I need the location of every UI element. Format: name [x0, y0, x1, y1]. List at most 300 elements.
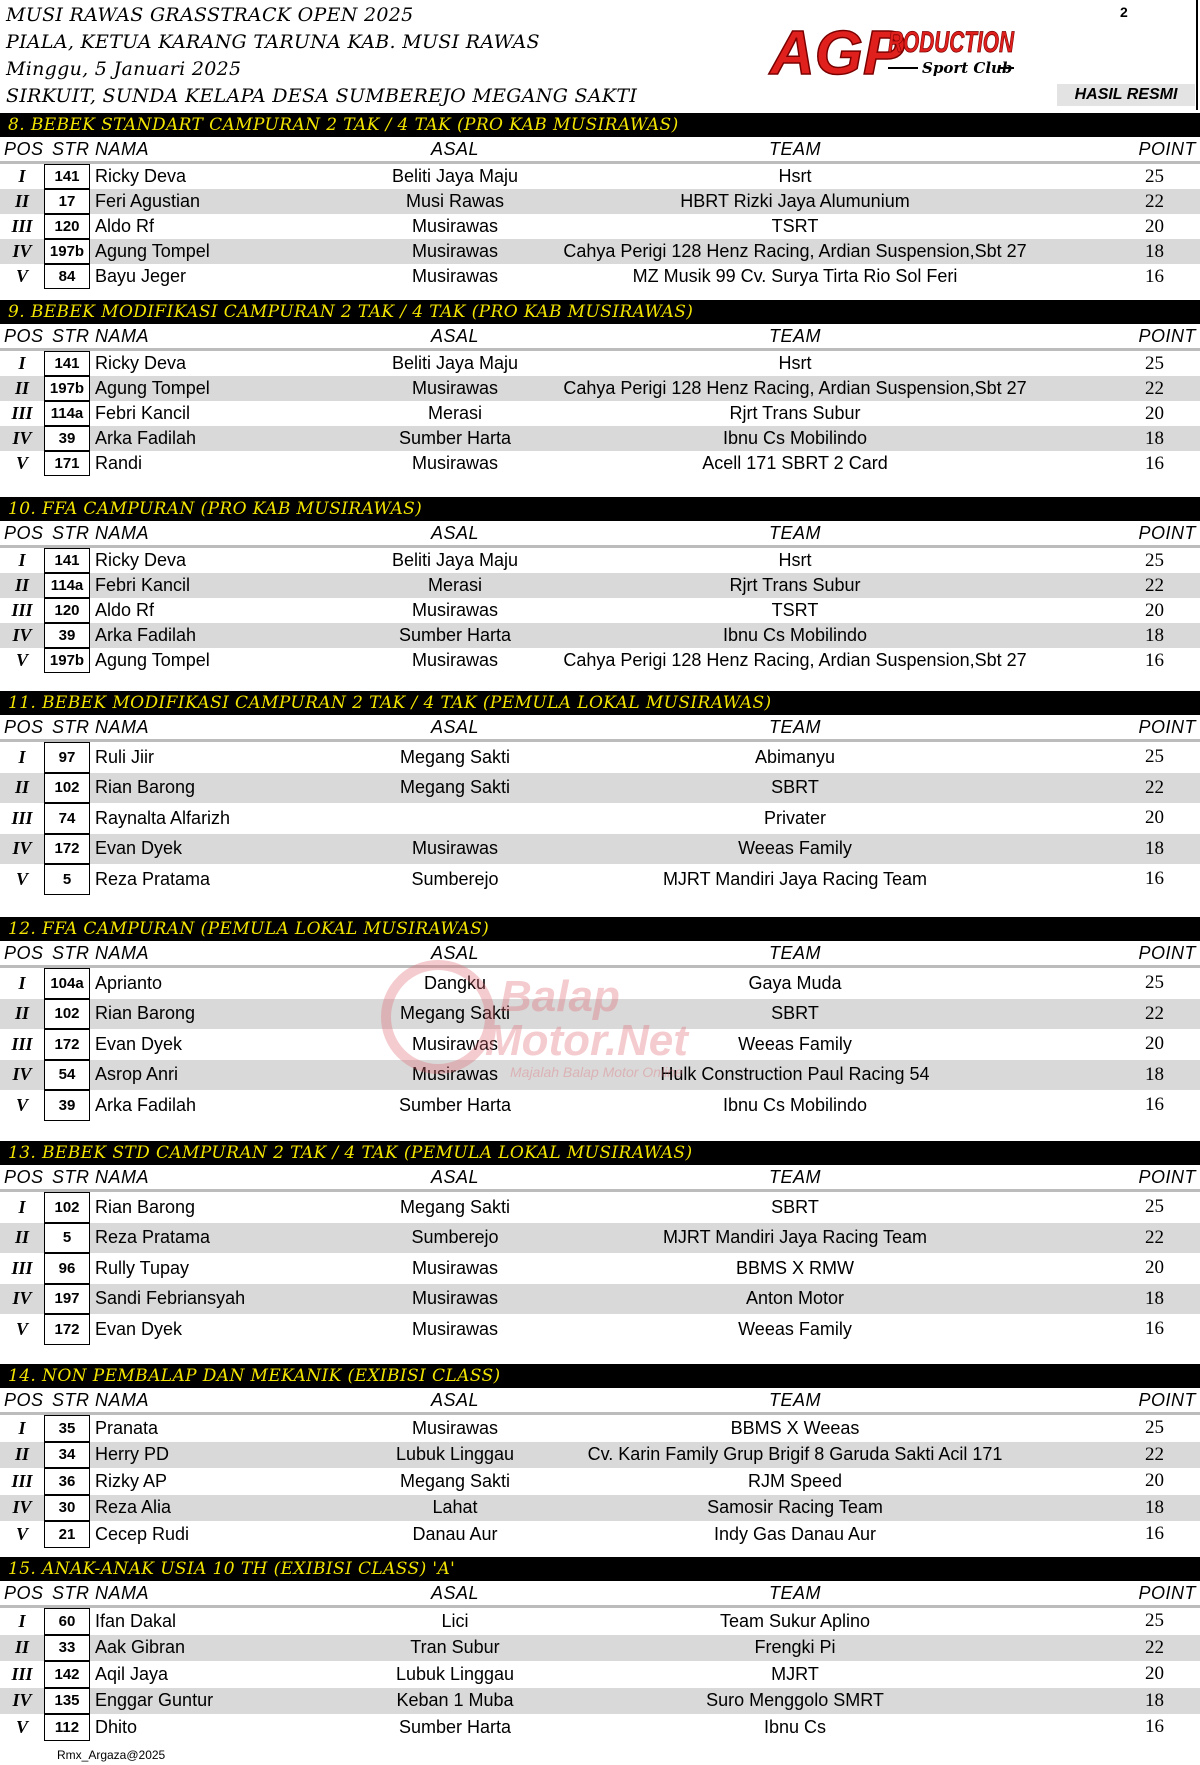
table-row: [0, 803, 1200, 834]
header-team: TEAM: [768, 943, 821, 963]
cell-team: BBMS X Weeas: [730, 1417, 860, 1438]
cell-name: Arka Fadilah: [95, 428, 197, 448]
cell-team: MJRT: [771, 1663, 819, 1684]
cell-name: Pranata: [95, 1417, 159, 1438]
class-title: 8. BEBEK STANDART CAMPURAN 2 TAK / 4 TAK (PRO KAB MUSIRAWAS): [0, 113, 1200, 137]
cell-asal: Musirawas: [411, 453, 499, 473]
cell-name: Reza Pratama: [95, 868, 211, 889]
table-row: [0, 214, 1200, 239]
header-str: STR: [52, 1167, 90, 1187]
header-point: POINT: [1138, 523, 1196, 543]
column-header: [0, 1165, 1200, 1189]
table-row: [0, 401, 1200, 426]
header-str: STR: [52, 1583, 90, 1603]
cell-pos: IV: [12, 428, 32, 448]
header-point: POINT: [1138, 1390, 1196, 1410]
cell-name: Reza Pratama: [95, 1227, 211, 1248]
cell-team: Weeas Family: [738, 1318, 852, 1339]
race-class-section: [0, 1141, 1200, 1345]
cell-point: 18: [1145, 1063, 1164, 1085]
table-row: [0, 451, 1200, 476]
cell-str: 36: [44, 1468, 90, 1495]
race-class-section: [0, 1557, 1200, 1741]
cell-str: 114a: [44, 401, 90, 426]
cell-team: TSRT: [771, 600, 819, 620]
cell-name: Reza Alia: [95, 1497, 172, 1518]
cell-str: 142: [44, 1661, 90, 1688]
cell-point: 20: [1145, 1257, 1164, 1279]
header-pos: POS: [4, 326, 44, 346]
cell-asal: Musirawas: [411, 1288, 499, 1309]
class-title: 11. BEBEK MODIFIKASI CAMPURAN 2 TAK / 4 TAK (PEMULA LOKAL MUSIRAWAS): [0, 691, 1200, 715]
cell-team: HBRT Rizki Jaya Alumunium: [680, 191, 910, 211]
svg-text:Balap: Balap: [500, 972, 620, 1021]
cell-team: Ibnu Cs Mobilindo: [722, 625, 868, 645]
cell-asal: Musirawas: [411, 1417, 499, 1438]
cell-team: Ibnu Cs Mobilindo: [722, 428, 868, 448]
cell-asal: Megang Sakti: [399, 777, 511, 798]
cell-pos: IV: [12, 1690, 32, 1711]
cell-name: Randi: [95, 453, 143, 473]
cell-str: 171: [44, 451, 90, 476]
cell-name: Arka Fadilah: [95, 625, 197, 645]
cell-team: Suro Menggolo SMRT: [706, 1690, 884, 1711]
cell-asal: Musirawas: [411, 1318, 499, 1339]
cell-pos: I: [18, 353, 26, 373]
cell-point: 22: [1145, 574, 1164, 596]
cell-name: Ruli Jiir: [95, 746, 155, 767]
cell-pos: V: [15, 266, 28, 286]
table-row: [0, 1661, 1200, 1688]
header-str: STR: [52, 139, 90, 159]
cell-point: 20: [1145, 599, 1164, 621]
cell-pos: III: [11, 807, 33, 828]
table-row: [0, 648, 1200, 673]
table-row: [0, 239, 1200, 264]
cell-name: Aldo Rf: [95, 600, 155, 620]
table-row: [0, 623, 1200, 648]
cell-team: SBRT: [771, 1196, 819, 1217]
class-title: 9. BEBEK MODIFIKASI CAMPURAN 2 TAK / 4 TAK (PRO KAB MUSIRAWAS): [0, 300, 1200, 324]
cell-pos: I: [18, 166, 26, 186]
header-point: POINT: [1138, 1167, 1196, 1187]
table-row: [0, 773, 1200, 804]
status-badge: HASIL RESMI: [1057, 84, 1195, 106]
svg-text:RODUCTION: RODUCTION: [888, 26, 1015, 59]
cell-asal: Sumber Harta: [398, 428, 512, 448]
header-pos: POS: [4, 523, 44, 543]
table-row: [0, 1415, 1200, 1442]
cell-str: 102: [44, 773, 90, 804]
cell-point: 16: [1145, 452, 1164, 474]
cell-name: Febri Kancil: [95, 575, 191, 595]
cell-point: 20: [1145, 1663, 1164, 1685]
cell-name: Ricky Deva: [95, 166, 187, 186]
cell-asal: Musirawas: [411, 650, 499, 670]
cell-pos: V: [15, 1523, 28, 1544]
cell-pos: II: [14, 1227, 29, 1248]
cell-pos: IV: [12, 241, 32, 261]
cell-str: 97: [44, 742, 90, 773]
race-class-section: [0, 917, 1200, 1121]
cell-str: 114a: [44, 573, 90, 598]
cell-pos: II: [14, 1637, 29, 1658]
table-row: [0, 1284, 1200, 1315]
table-row: [0, 834, 1200, 865]
cell-name: Asrop Anri: [95, 1064, 179, 1085]
cell-name: Ricky Deva: [95, 550, 187, 570]
cell-asal: Sumberejo: [411, 868, 499, 889]
header-pos: POS: [4, 139, 44, 159]
race-class-section: [0, 1364, 1200, 1548]
cell-str: 102: [44, 999, 90, 1030]
cell-name: Agung Tompel: [95, 378, 210, 398]
cell-point: 20: [1145, 215, 1164, 237]
cell-str: 172: [44, 834, 90, 865]
cell-str: 96: [44, 1253, 90, 1284]
header-asal: ASAL: [430, 1390, 480, 1410]
cell-str: 84: [44, 264, 90, 289]
cell-asal: Beliti Jaya Maju: [391, 166, 519, 186]
table-row: [0, 164, 1200, 189]
agp-production-logo: [770, 16, 1016, 88]
cell-str: 39: [44, 623, 90, 648]
cell-pos: V: [15, 868, 28, 889]
cell-team: Samosir Racing Team: [707, 1497, 883, 1518]
cell-pos: III: [11, 600, 33, 620]
header-point: POINT: [1138, 326, 1196, 346]
event-title: MUSI RAWAS GRASSTRACK OPEN 2025: [6, 4, 414, 26]
cell-name: Rian Barong: [95, 1003, 196, 1024]
cell-team: Cahya Perigi 128 Henz Racing, Ardian Suspension,Sbt 27: [563, 378, 1027, 398]
cell-name: Herry PD: [95, 1444, 170, 1465]
cell-team: Indy Gas Danau Aur: [713, 1523, 877, 1544]
cell-pos: IV: [12, 1288, 32, 1309]
cell-str: 35: [44, 1415, 90, 1442]
table-row: [0, 598, 1200, 623]
header-str: STR: [52, 943, 90, 963]
table-row: [0, 1029, 1200, 1060]
cell-asal: Lubuk Linggau: [395, 1444, 515, 1465]
header-asal: ASAL: [430, 1583, 480, 1603]
cell-pos: II: [14, 378, 29, 398]
cell-pos: II: [14, 1444, 29, 1465]
cell-asal: Musirawas: [411, 600, 499, 620]
event-circuit: SIRKUIT, SUNDA KELAPA DESA SUMBEREJO MEGANG SAKTI: [6, 85, 638, 107]
table-row: [0, 1223, 1200, 1254]
cell-name: Rully Tupay: [95, 1257, 190, 1278]
svg-text:Majalah Balap Motor Online: Majalah Balap Motor Online: [510, 1064, 683, 1080]
cell-asal: Megang Sakti: [399, 1003, 511, 1024]
table-row: [0, 864, 1200, 895]
cell-point: 16: [1145, 265, 1164, 287]
header-team: TEAM: [768, 717, 821, 737]
cell-team: Team Sukur Aplino: [719, 1610, 871, 1631]
cell-str: 17: [44, 189, 90, 214]
cell-point: 20: [1145, 807, 1164, 829]
table-row: [0, 968, 1200, 999]
cell-asal: Merasi: [427, 575, 482, 595]
header-pos: POS: [4, 1390, 44, 1410]
table-row: [0, 264, 1200, 289]
cell-pos: II: [14, 1003, 29, 1024]
cell-point: 22: [1145, 1443, 1164, 1465]
cell-pos: V: [15, 650, 28, 670]
cell-team: Ibnu Cs: [763, 1716, 827, 1737]
document-header: [0, 0, 1200, 110]
header-asal: ASAL: [430, 326, 480, 346]
header-team: TEAM: [768, 523, 821, 543]
cell-asal: Lubuk Linggau: [395, 1663, 515, 1684]
header-pos: POS: [4, 943, 44, 963]
cell-point: 16: [1145, 1318, 1164, 1340]
cell-asal: Musirawas: [411, 838, 499, 859]
cell-name: Ifan Dakal: [95, 1610, 177, 1631]
class-title: 15. ANAK-ANAK USIA 10 TH (EXIBISI CLASS) 'A': [0, 1557, 1200, 1581]
cell-pos: V: [15, 1318, 28, 1339]
cell-str: 34: [44, 1442, 90, 1469]
cell-pos: II: [14, 575, 29, 595]
class-title: 14. NON PEMBALAP DAN MEKANIK (EXIBISI CLASS): [0, 1364, 1200, 1388]
cell-str: 5: [44, 1223, 90, 1254]
cell-pos: III: [11, 1033, 33, 1054]
cell-point: 16: [1145, 649, 1164, 671]
header-asal: ASAL: [430, 717, 480, 737]
cell-str: 135: [44, 1688, 90, 1715]
cell-pos: I: [18, 1196, 26, 1217]
cell-pos: IV: [12, 625, 32, 645]
cell-team: Rjrt Trans Subur: [729, 403, 861, 423]
table-row: [0, 1495, 1200, 1522]
cell-point: 20: [1145, 402, 1164, 424]
header-str: STR: [52, 326, 90, 346]
table-row: [0, 573, 1200, 598]
cell-str: 172: [44, 1314, 90, 1345]
cell-name: Aak Gibran: [95, 1637, 186, 1658]
cell-name: Agung Tompel: [95, 650, 210, 670]
cell-name: Ricky Deva: [95, 353, 187, 373]
cell-str: 197: [44, 1284, 90, 1315]
cell-point: 22: [1145, 377, 1164, 399]
column-header: [0, 941, 1200, 965]
header-pos: POS: [4, 717, 44, 737]
cell-team: TSRT: [771, 216, 819, 236]
cell-asal: Sumber Harta: [398, 625, 512, 645]
cell-str: 21: [44, 1521, 90, 1548]
cell-str: 102: [44, 1192, 90, 1223]
header-team: TEAM: [768, 326, 821, 346]
cell-point: 16: [1145, 868, 1164, 890]
header-name: NAMA: [95, 523, 150, 543]
cell-team: Frengki Pi: [754, 1637, 836, 1658]
cell-team: Cahya Perigi 128 Henz Racing, Ardian Suspension,Sbt 27: [563, 241, 1027, 261]
cell-pos: IV: [12, 838, 32, 859]
cell-team: Abimanyu: [754, 746, 836, 767]
cell-point: 25: [1145, 972, 1164, 994]
column-header: [0, 324, 1200, 348]
cell-pos: I: [18, 1417, 26, 1438]
cell-point: 25: [1145, 1610, 1164, 1632]
cell-name: Aldo Rf: [95, 216, 155, 236]
header-name: NAMA: [95, 1390, 150, 1410]
cell-team: SBRT: [771, 1003, 819, 1024]
cell-pos: III: [11, 1257, 33, 1278]
class-title: 10. FFA CAMPURAN (PRO KAB MUSIRAWAS): [0, 497, 1200, 521]
table-row: [0, 1090, 1200, 1121]
cell-str: 120: [44, 598, 90, 623]
cell-pos: I: [18, 1610, 26, 1631]
cell-name: Rian Barong: [95, 1196, 196, 1217]
cell-asal: Musirawas: [411, 1064, 499, 1085]
cell-team: MJRT Mandiri Jaya Racing Team: [662, 868, 928, 889]
cell-asal: Musirawas: [411, 266, 499, 286]
header-name: NAMA: [95, 717, 150, 737]
cell-point: 25: [1145, 352, 1164, 374]
header-point: POINT: [1138, 717, 1196, 737]
cell-point: 25: [1145, 746, 1164, 768]
race-class-section: [0, 691, 1200, 895]
cell-pos: V: [15, 1094, 28, 1115]
cell-point: 25: [1145, 1417, 1164, 1439]
cell-str: 39: [44, 1090, 90, 1121]
cell-point: 16: [1145, 1716, 1164, 1738]
cell-name: Evan Dyek: [95, 1033, 183, 1054]
cell-name: Dhito: [95, 1716, 138, 1737]
svg-text:AGP: AGP: [770, 19, 905, 88]
cell-name: Sandi Febriansyah: [95, 1288, 246, 1309]
cell-team: Hsrt: [778, 550, 812, 570]
header-point: POINT: [1138, 1583, 1196, 1603]
cell-team: Weeas Family: [738, 838, 852, 859]
header-str: STR: [52, 523, 90, 543]
cell-str: 33: [44, 1635, 90, 1662]
cell-team: Privater: [763, 807, 826, 828]
table-row: [0, 1192, 1200, 1223]
table-row: [0, 376, 1200, 401]
cell-asal: Musirawas: [411, 1033, 499, 1054]
cell-point: 18: [1145, 624, 1164, 646]
cell-pos: III: [11, 216, 33, 236]
cell-asal: Megang Sakti: [399, 1470, 511, 1491]
cell-point: 20: [1145, 1470, 1164, 1492]
cell-team: Acell 171 SBRT 2 Card: [702, 453, 888, 473]
cell-asal: Danau Aur: [412, 1523, 498, 1544]
cell-team: Weeas Family: [738, 1033, 852, 1054]
header-point: POINT: [1138, 139, 1196, 159]
cell-asal: Musirawas: [411, 241, 499, 261]
header-name: NAMA: [95, 139, 150, 159]
cell-pos: II: [14, 191, 29, 211]
cell-point: 22: [1145, 1636, 1164, 1658]
cell-pos: V: [15, 1716, 28, 1737]
event-trophy: PIALA, KETUA KARANG TARUNA KAB. MUSI RAWAS: [6, 31, 540, 53]
header-team: TEAM: [768, 1390, 821, 1410]
header-name: NAMA: [95, 943, 150, 963]
cell-asal: Beliti Jaya Maju: [391, 550, 519, 570]
class-title: 12. FFA CAMPURAN (PEMULA LOKAL MUSIRAWAS): [0, 917, 1200, 941]
cell-team: Anton Motor: [745, 1288, 845, 1309]
cell-asal: Musirawas: [411, 378, 499, 398]
cell-str: 141: [44, 351, 90, 376]
table-row: [0, 548, 1200, 573]
footer-credit: Rmx_Argaza@2025: [57, 1748, 166, 1762]
cell-name: Febri Kancil: [95, 403, 191, 423]
table-row: [0, 1314, 1200, 1345]
cell-team: Rjrt Trans Subur: [729, 575, 861, 595]
table-row: [0, 999, 1200, 1030]
cell-asal: Lahat: [432, 1497, 478, 1518]
table-row: [0, 426, 1200, 451]
cell-asal: Merasi: [427, 403, 482, 423]
column-header: [0, 1388, 1200, 1412]
cell-str: 141: [44, 164, 90, 189]
table-row: [0, 1442, 1200, 1469]
cell-point: 22: [1145, 1002, 1164, 1024]
cell-point: 22: [1145, 1226, 1164, 1248]
header-name: NAMA: [95, 326, 150, 346]
cell-str: 5: [44, 864, 90, 895]
header-asal: ASAL: [430, 943, 480, 963]
table-row: [0, 742, 1200, 773]
cell-point: 22: [1145, 190, 1164, 212]
cell-asal: Musirawas: [411, 1257, 499, 1278]
cell-pos: IV: [12, 1064, 32, 1085]
cell-str: 120: [44, 214, 90, 239]
table-row: [0, 351, 1200, 376]
race-class-section: [0, 300, 1200, 476]
table-row: [0, 189, 1200, 214]
cell-team: Hsrt: [778, 353, 812, 373]
cell-asal: Sumber Harta: [398, 1716, 512, 1737]
header-str: STR: [52, 717, 90, 737]
cell-team: BBMS X RMW: [735, 1257, 854, 1278]
event-info: [6, 2, 746, 110]
cell-point: 25: [1145, 549, 1164, 571]
cell-team: Gaya Muda: [748, 972, 842, 993]
cell-team: Hsrt: [778, 166, 812, 186]
column-header: [0, 715, 1200, 739]
cell-point: 25: [1145, 1196, 1164, 1218]
cell-str: 74: [44, 803, 90, 834]
cell-name: Rizky AP: [95, 1470, 168, 1491]
cell-team: SBRT: [771, 777, 819, 798]
cell-str: 197b: [44, 648, 90, 673]
svg-text:Motor.Net: Motor.Net: [485, 1016, 688, 1065]
header-pos: POS: [4, 1583, 44, 1603]
header-asal: ASAL: [430, 523, 480, 543]
cell-team: Cv. Karin Family Grup Brigif 8 Garuda Sakti Acil 171: [587, 1444, 1003, 1465]
race-class-section: [0, 497, 1200, 673]
cell-point: 16: [1145, 1523, 1164, 1545]
header-str: STR: [52, 1390, 90, 1410]
cell-str: 172: [44, 1029, 90, 1060]
header-asal: ASAL: [430, 1167, 480, 1187]
cell-team: MJRT Mandiri Jaya Racing Team: [662, 1227, 928, 1248]
cell-name: Aprianto: [95, 972, 163, 993]
event-date: Minggu, 5 Januari 2025: [6, 58, 242, 80]
cell-point: 18: [1145, 240, 1164, 262]
cell-pos: I: [18, 746, 26, 767]
header-name: NAMA: [95, 1167, 150, 1187]
header-pos: POS: [4, 1167, 44, 1187]
cell-name: Evan Dyek: [95, 1318, 183, 1339]
cell-str: 141: [44, 548, 90, 573]
cell-point: 22: [1145, 776, 1164, 798]
cell-asal: Musirawas: [411, 216, 499, 236]
cell-team: Ibnu Cs Mobilindo: [722, 1094, 868, 1115]
cell-asal: Beliti Jaya Maju: [391, 353, 519, 373]
cell-str: 104a: [44, 968, 90, 999]
